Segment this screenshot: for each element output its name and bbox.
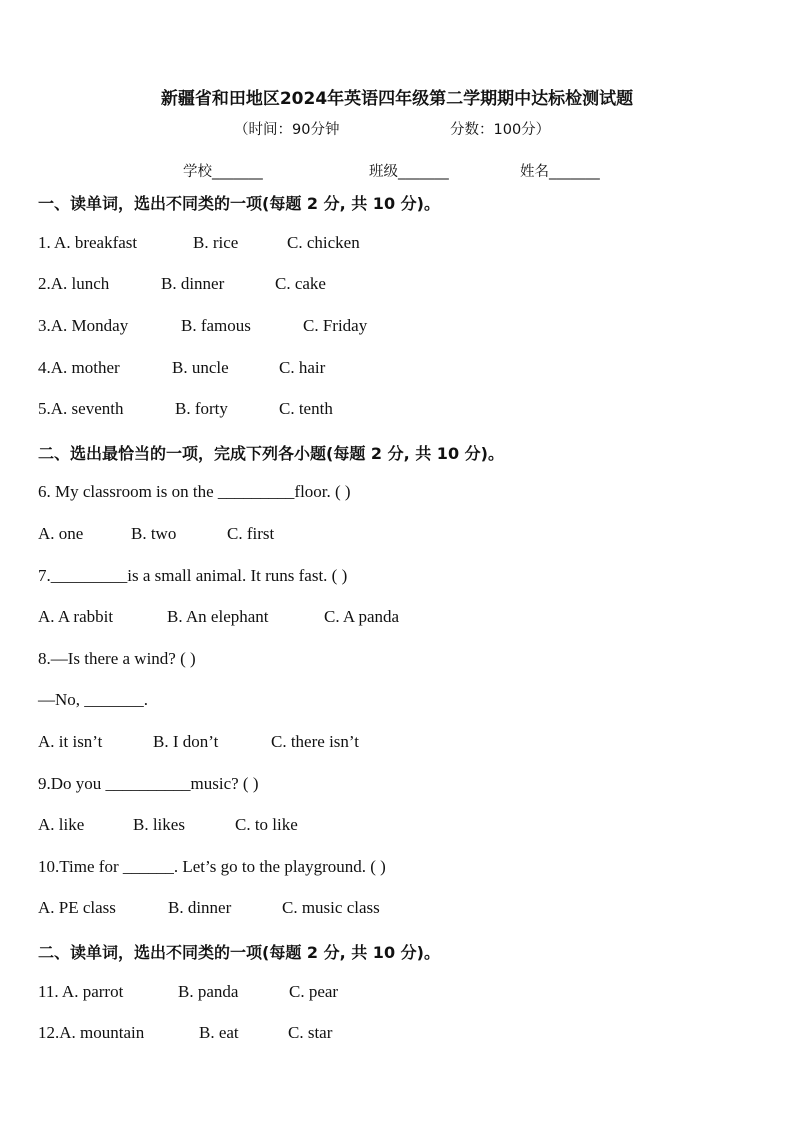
question-10-stem: 10.Time for ______. Let’s go to the playground. ( ) (38, 857, 386, 876)
option-c[interactable]: C. music class (282, 898, 380, 917)
option-a[interactable]: 2.A. lunch (38, 274, 110, 293)
option-a[interactable]: 12.A. mountain (38, 1023, 145, 1042)
option-c[interactable]: C. A panda (324, 607, 400, 626)
option-b[interactable]: B. eat (199, 1023, 239, 1042)
section-heading-1: 一、读单词，选出不同类的一项(每题 2 分, 共 10 分)。 (38, 194, 440, 213)
option-b[interactable]: B. forty (175, 399, 228, 418)
question-8-stem-2: —No, _______. (38, 690, 149, 709)
option-b[interactable]: B. rice (193, 233, 239, 252)
option-c[interactable]: C. there isn’t (271, 732, 359, 751)
option-a[interactable]: 11. A. parrot (38, 982, 124, 1001)
exam-meta (234, 118, 551, 139)
option-b[interactable]: B. uncle (172, 358, 229, 377)
option-b[interactable]: B. dinner (161, 274, 225, 293)
option-a[interactable]: A. A rabbit (38, 607, 114, 626)
option-b[interactable]: B. two (131, 524, 177, 543)
option-a[interactable]: A. PE class (38, 898, 116, 917)
option-c[interactable]: C. hair (279, 358, 326, 377)
option-c[interactable]: C. chicken (287, 233, 360, 252)
question-6-stem: 6. My classroom is on the _________floor. ( ) (38, 482, 351, 501)
option-a[interactable]: 3.A. Monday (38, 316, 129, 335)
option-b[interactable]: B. An elephant (167, 607, 269, 626)
question-9-stem: 9.Do you __________music? ( ) (38, 774, 259, 793)
option-a[interactable]: A. like (38, 815, 85, 834)
option-c[interactable]: C. pear (289, 982, 339, 1001)
option-c[interactable]: C. Friday (303, 316, 368, 335)
section-heading-2: 二、选出最恰当的一项，完成下列各小题(每题 2 分, 共 10 分)。 (38, 444, 504, 463)
option-b[interactable]: B. famous (181, 316, 251, 335)
option-b[interactable]: B. likes (133, 815, 185, 834)
option-a[interactable]: 4.A. mother (38, 358, 120, 377)
option-a[interactable]: A. it isn’t (38, 732, 103, 751)
option-a[interactable]: 5.A. seventh (38, 399, 124, 418)
option-b[interactable]: B. dinner (168, 898, 232, 917)
option-b[interactable]: B. I don’t (153, 732, 219, 751)
question-8-stem: 8.—Is there a wind? ( ) (38, 649, 196, 668)
section-heading-3: 二、读单词，选出不同类的一项(每题 2 分, 共 10 分)。 (38, 943, 440, 962)
exam-time: （时间：90分钟 (234, 122, 340, 138)
school-field[interactable]: 学校_______ (183, 164, 263, 180)
name-field[interactable]: 姓名_______ (520, 164, 600, 180)
page-title: 新疆省和田地区2024年英语四年级第二学期期中达标检测试题 (160, 89, 634, 109)
option-a[interactable]: A. one (38, 524, 84, 543)
option-c[interactable]: C. to like (235, 815, 298, 834)
option-c[interactable]: C. star (288, 1023, 333, 1042)
question-7-stem: 7._________is a small animal. It runs fast. ( ) (38, 566, 348, 585)
option-a[interactable]: 1. A. breakfast (38, 233, 138, 252)
option-c[interactable]: C. tenth (279, 399, 333, 418)
option-b[interactable]: B. panda (178, 982, 239, 1001)
option-c[interactable]: C. first (227, 524, 275, 543)
exam-score: 分数：100分） (450, 122, 551, 138)
option-c[interactable]: C. cake (275, 274, 326, 293)
class-field[interactable]: 班级_______ (369, 164, 449, 180)
